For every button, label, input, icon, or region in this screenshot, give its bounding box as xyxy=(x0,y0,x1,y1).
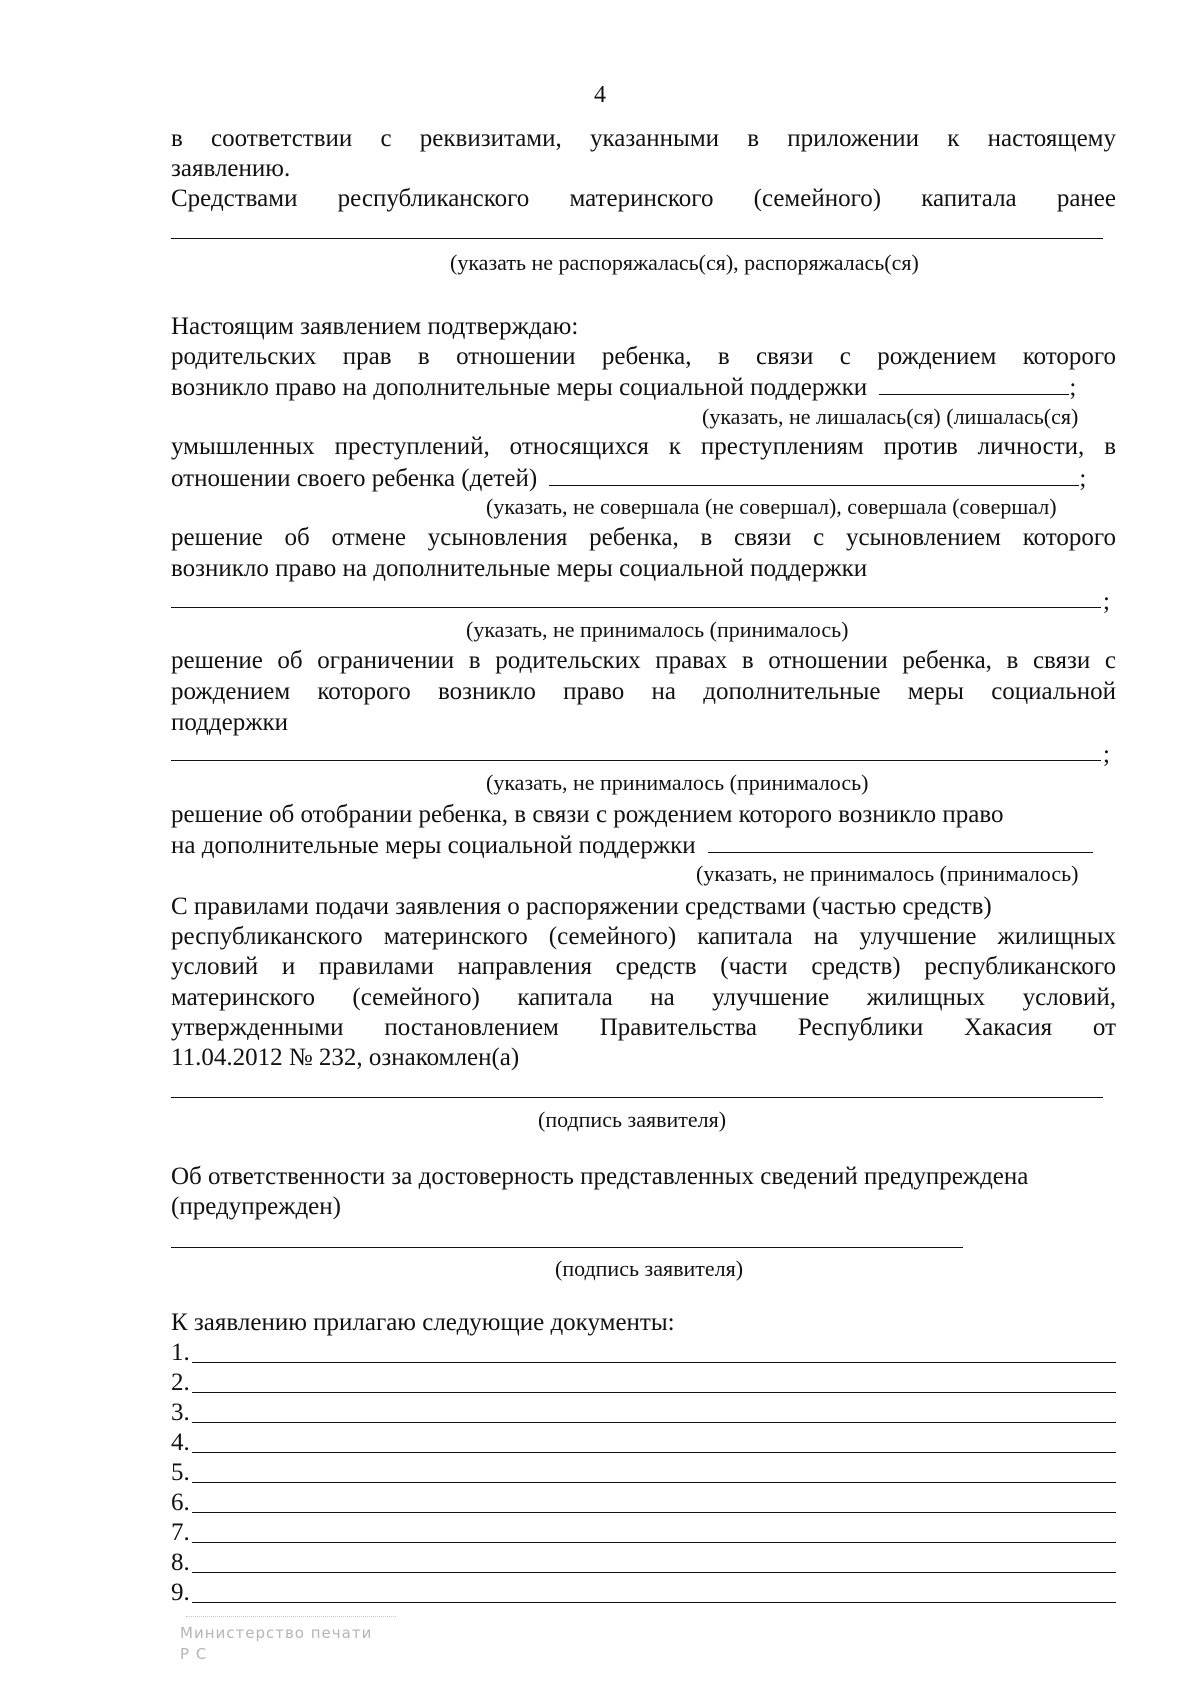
item-number: 1. xyxy=(171,1339,190,1366)
document-field[interactable] xyxy=(192,1422,1116,1423)
intro-line-3: Средствами республиканского материнского (семейного) капитала ранее xyxy=(171,185,1116,212)
restriction-line-1: решение об ограничении в родительских правах в отношении ребенка, в связи с xyxy=(171,647,1116,674)
removal-line-2 xyxy=(171,830,1093,861)
semicolon: ; xyxy=(1103,741,1110,768)
list-item xyxy=(171,1458,1116,1488)
parental-rights-line-1: родительских прав в отношении ребенка, в связи с рождением которого xyxy=(171,343,1116,370)
item-number: 5. xyxy=(171,1459,190,1486)
adoption-hint: (указать, не принималось (принималось) xyxy=(466,617,849,642)
document-field[interactable] xyxy=(192,1602,1116,1603)
crimes-field[interactable] xyxy=(549,463,1079,486)
restriction-hint: (указать, не принималось (принималось) xyxy=(486,770,869,795)
parental-rights-text: возникло право на дополнительные меры социальной поддержки xyxy=(171,374,868,401)
rules-line-3: условий и правилами направления средств (части средств) республиканского xyxy=(171,953,1116,980)
list-item xyxy=(171,1368,1116,1398)
restriction-line-3: поддержки xyxy=(171,709,288,736)
crimes-text: отношении своего ребенка (детей) xyxy=(171,465,538,492)
responsibility-signature-field[interactable] xyxy=(171,1247,963,1248)
rules-line-2: республиканского материнского (семейного) капитала на улучшение жилищных xyxy=(171,923,1116,950)
rules-signature-hint: (подпись заявителя) xyxy=(538,1107,727,1132)
list-item xyxy=(171,1518,1116,1548)
rules-line-5: утвержденными постановлением Правительства Республики Хакасия от xyxy=(171,1014,1116,1041)
restriction-field[interactable] xyxy=(171,760,1101,761)
document-field[interactable] xyxy=(192,1572,1116,1573)
item-number: 6. xyxy=(171,1489,190,1516)
list-item xyxy=(171,1488,1116,1518)
document-field[interactable] xyxy=(192,1362,1116,1363)
restriction-line-2: рождением которого возникло право на дополнительные меры социальной xyxy=(171,678,1116,705)
item-number: 7. xyxy=(171,1519,190,1546)
crimes-line-2 xyxy=(171,463,1086,494)
page-number: 4 xyxy=(594,82,606,108)
semicolon: ; xyxy=(1069,374,1077,401)
responsibility-line-1: Об ответственности за достоверность представленных сведений предупреждена xyxy=(171,1163,1029,1190)
list-item xyxy=(171,1578,1116,1608)
document-field[interactable] xyxy=(192,1512,1116,1513)
capital-usage-field[interactable] xyxy=(171,238,1103,239)
adoption-line-2: возникло право на дополнительные меры социальной поддержки xyxy=(171,555,868,582)
list-item xyxy=(171,1428,1116,1458)
removal-text: на дополнительные меры социальной поддержки xyxy=(171,832,696,859)
parental-rights-hint: (указать, не лишалась(ся) (лишалась(ся) xyxy=(702,404,1079,429)
removal-line-1: решение об отобрании ребенка, в связи с рождением которого возникло право xyxy=(171,801,1004,828)
item-number: 4. xyxy=(171,1429,190,1456)
stamp-line-2: Р С xyxy=(180,1645,208,1663)
item-number: 3. xyxy=(171,1399,190,1426)
crimes-line-1: умышленных преступлений, относящихся к преступлениям против личности, в xyxy=(171,433,1116,460)
semicolon: ; xyxy=(1079,465,1087,492)
list-item xyxy=(171,1548,1116,1578)
adoption-field[interactable] xyxy=(171,607,1101,608)
documents-heading: К заявлению прилагаю следующие документы: xyxy=(171,1309,675,1336)
intro-line-2: заявлению. xyxy=(171,155,291,182)
crimes-hint: (указать, не совершала (не совершал), совершала (совершал) xyxy=(486,494,1057,519)
rules-line-4: материнского (семейного) капитала на улучшение жилищных условий, xyxy=(171,984,1116,1011)
rules-line-1: С правилами подачи заявления о распоряжении средствами (частью средств) xyxy=(171,893,992,920)
document-field[interactable] xyxy=(192,1452,1116,1453)
item-number: 9. xyxy=(171,1579,190,1606)
item-number: 2. xyxy=(171,1369,190,1396)
confirm-heading: Настоящим заявлением подтверждаю: xyxy=(171,313,579,340)
parental-rights-field[interactable] xyxy=(879,372,1069,395)
adoption-line-1: решение об отмене усыновления ребенка, в связи с усыновлением которого xyxy=(171,524,1116,551)
parental-rights-line-2 xyxy=(171,372,1076,403)
removal-hint: (указать, не принималось (принималось) xyxy=(696,861,1079,886)
stamp-border xyxy=(186,1616,396,1617)
list-item xyxy=(171,1338,1116,1368)
rules-signature-field[interactable] xyxy=(171,1097,1103,1098)
capital-usage-hint: (указать не распоряжалась(ся), распоряжалась(ся) xyxy=(450,250,919,275)
responsibility-line-2: (предупрежден) xyxy=(171,1193,341,1220)
intro-line-1: в соответствии с реквизитами, указанными в приложении к настоящему xyxy=(171,125,1116,152)
list-item xyxy=(171,1398,1116,1428)
document-field[interactable] xyxy=(192,1482,1116,1483)
item-number: 8. xyxy=(171,1549,190,1576)
document-field[interactable] xyxy=(192,1392,1116,1393)
stamp-line-1: Министерство печати xyxy=(180,1624,373,1642)
semicolon: ; xyxy=(1103,588,1110,615)
rules-line-6: 11.04.2012 № 232, ознакомлен(а) xyxy=(171,1044,520,1071)
documents-list xyxy=(171,1338,1116,1608)
responsibility-signature-hint: (подпись заявителя) xyxy=(555,1256,744,1281)
removal-field[interactable] xyxy=(708,830,1093,853)
document-field[interactable] xyxy=(192,1542,1116,1543)
